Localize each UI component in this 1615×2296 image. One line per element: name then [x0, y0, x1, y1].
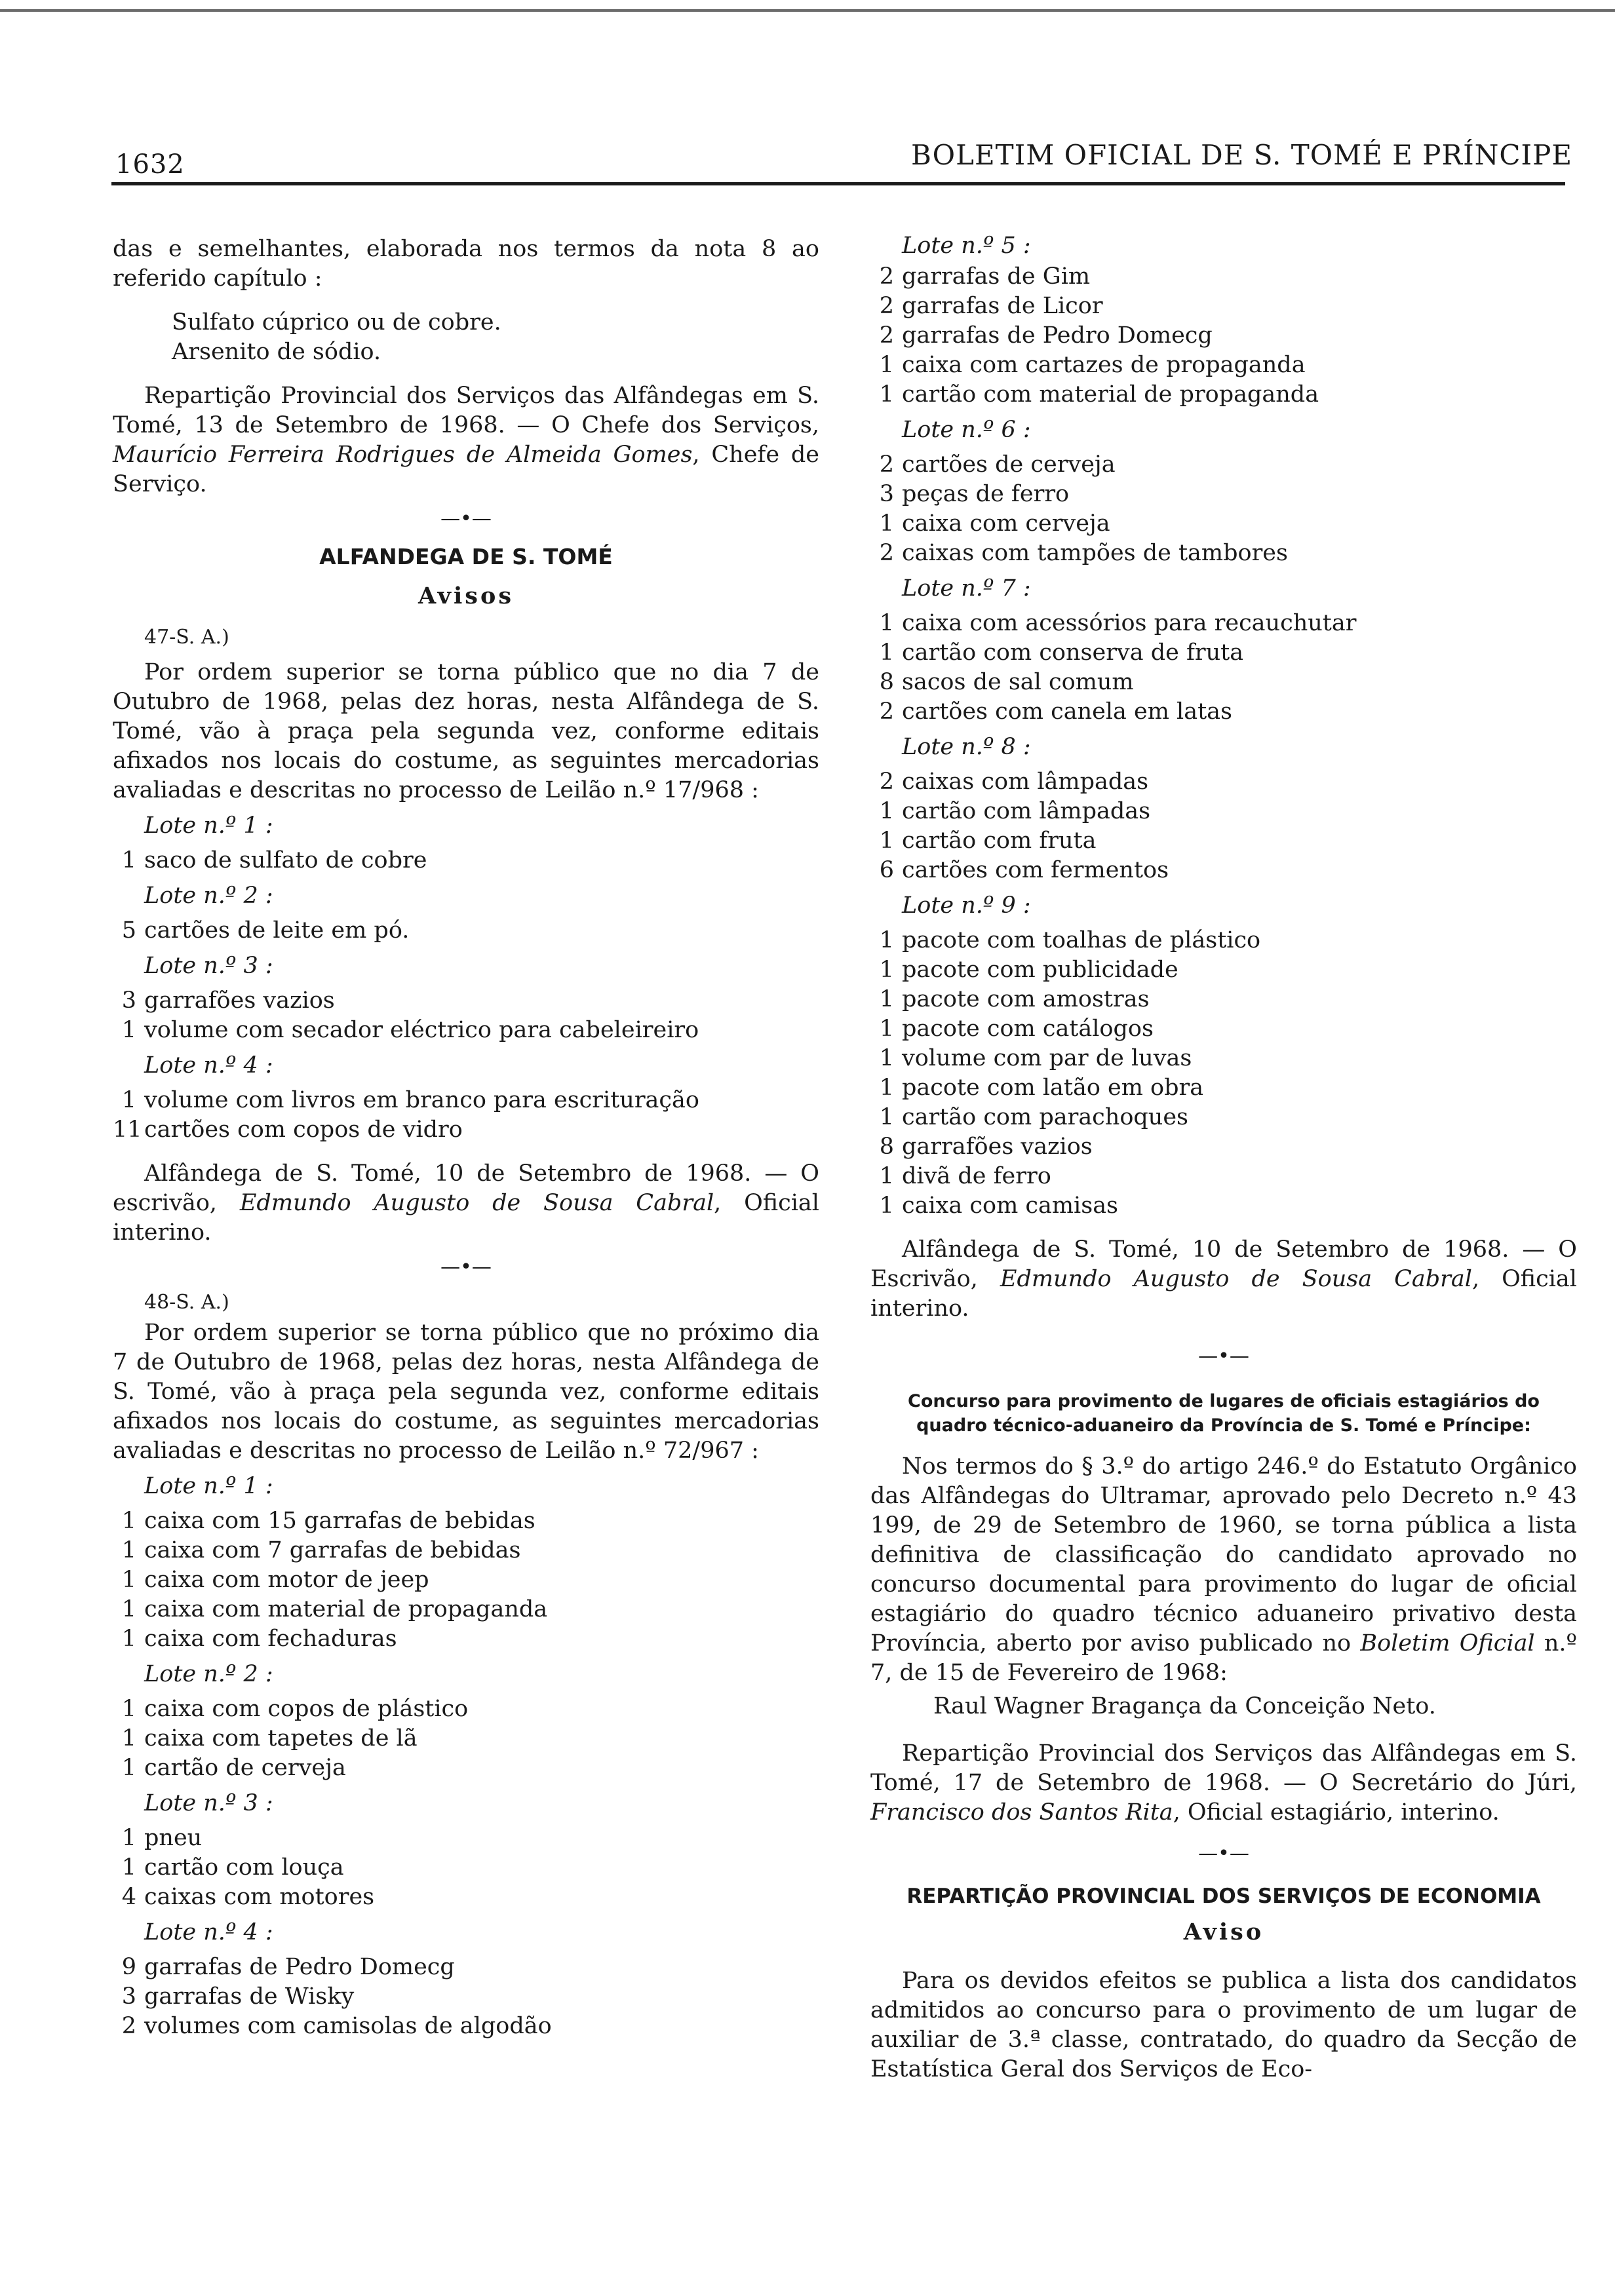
item-desc: cartão com material de propaganda	[902, 381, 1319, 408]
item-desc: caixa com material de propaganda	[144, 1596, 548, 1622]
lot-item	[870, 697, 1577, 727]
item-desc: caixa com 7 garrafas de bebidas	[144, 1537, 521, 1563]
item-desc: volume com livros em branco para escrituração	[144, 1087, 699, 1113]
right-column	[870, 229, 1577, 2084]
item-desc: sacos de sal comum	[902, 669, 1134, 695]
item-qty: 1	[879, 381, 894, 408]
item-desc: volumes com camisolas de algodão	[144, 2013, 552, 2039]
lot-item	[870, 668, 1577, 697]
item-qty: 1	[121, 1017, 136, 1043]
item-desc: caixas com lâmpadas	[902, 769, 1149, 795]
item-desc: caixa com fechaduras	[144, 1626, 397, 1652]
sign-text: Alfândega de S. Tomé, 10 de Setembro de 1968. — O escrivão,	[113, 1160, 819, 1216]
item-desc: cartões de leite em pó.	[144, 917, 410, 944]
lot-item	[113, 846, 819, 875]
item-qty: 1	[879, 1075, 894, 1101]
lot-item	[870, 262, 1577, 292]
lot-item	[113, 916, 819, 946]
separator: —•—	[1198, 1842, 1249, 1865]
item-desc: caixa com cartazes de propaganda	[902, 352, 1306, 378]
item-qty: 1	[879, 986, 894, 1012]
lot-item	[113, 1982, 819, 2012]
item-desc: cartão com fruta	[902, 828, 1097, 854]
item-qty: 2	[879, 322, 894, 349]
lot-label: Lote n.º 8 :	[902, 734, 1031, 760]
item-qty: 2	[879, 540, 894, 566]
lot-item	[870, 539, 1577, 568]
lot-label: Lote n.º 7 :	[902, 575, 1031, 602]
notice-ref: 47-S. A.)	[144, 626, 229, 649]
substance-item: Arsenito de sódio.	[172, 339, 381, 365]
item-qty: 1	[121, 1508, 136, 1534]
item-desc: caixa com acessórios para recauchutar	[902, 610, 1357, 636]
item-qty: 5	[121, 917, 136, 944]
lot-item	[870, 955, 1577, 985]
lot-item	[113, 986, 819, 1016]
item-qty: 1	[879, 510, 894, 537]
rep2-text: Repartição Provincial dos Serviços das Alfândegas em S. Tomé, 17 de Setembro de 1968. — O Secretário do Júri,	[870, 1740, 1577, 1796]
rep-tail: , Chefe de Serviço.	[113, 442, 820, 497]
item-qty: 1	[879, 828, 894, 854]
signature-paragraph	[870, 1235, 1577, 1324]
lot-label: Lote n.º 4 :	[144, 1052, 273, 1079]
item-qty: 1	[121, 847, 136, 873]
item-qty: 1	[121, 1596, 136, 1622]
avisos-heading: Avisos	[418, 583, 515, 609]
item-qty: 2	[879, 263, 894, 290]
item-desc: garrafões vazios	[902, 1134, 1093, 1160]
item-desc: volume com par de luvas	[902, 1045, 1192, 1071]
item-qty: 1	[879, 610, 894, 636]
economia-body: Para os devidos efeitos se publica a lista dos candidatos admitidos ao concurso para o provimento de um lugar de auxiliar de 3.ª classe, contratado, do quadro da Secção de Estatística Geral dos Serviços de Eco-	[870, 1968, 1577, 2082]
lot-item	[870, 292, 1577, 321]
lot-item	[113, 1853, 819, 1883]
item-qty: 1	[121, 1626, 136, 1652]
item-qty: 1	[879, 798, 894, 824]
lot-label: Lote n.º 1 :	[144, 813, 273, 839]
item-qty: 2	[879, 769, 894, 795]
lot-item	[870, 767, 1577, 797]
item-desc: pacote com latão em obra	[902, 1075, 1204, 1101]
item-desc: pacote com publicidade	[902, 957, 1178, 983]
item-qty: 1	[121, 1537, 136, 1563]
item-desc: caixa com copos de plástico	[144, 1696, 469, 1722]
item-qty: 2	[879, 451, 894, 478]
sign-text: Alfândega de S. Tomé, 10 de Setembro de 1968. — O Escrivão,	[870, 1236, 1577, 1292]
lot-item	[113, 1694, 819, 1724]
lot-item	[113, 1753, 819, 1783]
item-desc: pneu	[144, 1825, 203, 1851]
item-desc: garrafas de Gim	[902, 263, 1091, 290]
item-desc: garrafas de Pedro Domecg	[144, 1954, 455, 1980]
lot-item	[870, 1103, 1577, 1132]
item-qty: 1	[879, 957, 894, 983]
item-desc: caixa com camisas	[902, 1193, 1119, 1219]
concurso-title: Concurso para provimento de lugares de oficiais estagiários do quadro técnico-aduaneiro da Província de S. Tomé e Príncipe:	[908, 1391, 1540, 1436]
item-desc: caixa com tapetes de lã	[144, 1725, 418, 1751]
item-desc: caixa com 15 garrafas de bebidas	[144, 1508, 535, 1534]
repartição-paragraph	[113, 381, 819, 499]
rep-signatory: Maurício Ferreira Rodrigues de Almeida Gomes	[113, 442, 693, 468]
lot-item	[870, 1191, 1577, 1221]
lot-item	[870, 926, 1577, 955]
lot-item	[113, 1953, 819, 1982]
lot-item	[870, 1132, 1577, 1162]
lot-item	[113, 1086, 819, 1115]
lot-item	[870, 480, 1577, 509]
item-qty: 2	[879, 293, 894, 319]
lot-item	[870, 985, 1577, 1014]
sign-tail: , Oficial interino.	[113, 1190, 819, 1246]
lot-item	[870, 1044, 1577, 1073]
item-qty: 8	[879, 669, 894, 695]
lot-label: Lote n.º 1 :	[144, 1473, 273, 1499]
lot-item	[870, 450, 1577, 480]
notice-body: Por ordem superior se torna público que no dia 7 de Outubro de 1968, pelas dez horas, nesta Alfândega de S. Tomé, vão à praça pela segunda vez, conforme editais afixados nos locais do costume, as seguintes mercadorias avaliadas e descritas no processo de Leilão n.º 17/968 :	[113, 659, 819, 803]
publication-title: BOLETIM OFICIAL DE S. TOMÉ E PRÍNCIPE	[911, 139, 1573, 171]
item-desc: cartões com fermentos	[902, 857, 1169, 883]
item-desc: cartão com louça	[144, 1854, 344, 1881]
item-qty: 1	[121, 1567, 136, 1593]
lot-label: Lote n.º 3 :	[144, 1790, 273, 1816]
item-qty: 3	[879, 481, 894, 507]
item-qty: 6	[879, 857, 894, 883]
lot-label: Lote n.º 6 :	[902, 417, 1031, 443]
lot-label: Lote n.º 2 :	[144, 1661, 273, 1687]
concurso-body-b: n.º 7, de 15 de Fevereiro de 1968:	[870, 1630, 1578, 1686]
item-qty: 11	[113, 1117, 142, 1143]
item-qty: 1	[879, 640, 894, 666]
item-desc: caixas com motores	[144, 1884, 375, 1910]
item-desc: cartão com parachoques	[902, 1104, 1189, 1130]
repartição-paragraph	[870, 1739, 1577, 1827]
aviso-heading: Aviso	[1183, 1919, 1264, 1945]
notice-body: Por ordem superior se torna público que no próximo dia 7 de Outubro de 1968, pelas dez horas, nesta Alfândega de S. Tomé, vão à praça pela segunda vez, conforme editais afixados nos locais do costume, as seguintes mercadorias avaliadas e descritas no processo de Leilão n.º 72/967 :	[113, 1320, 819, 1464]
lot-label: Lote n.º 9 :	[902, 892, 1031, 919]
intro-paragraph: das e semelhantes, elaborada nos termos da nota 8 ao referido capítulo :	[113, 236, 819, 292]
left-column	[113, 235, 819, 2041]
sign-name: Edmundo Augusto de Sousa Cabral	[239, 1190, 714, 1216]
item-qty: 1	[121, 1755, 136, 1781]
item-desc: saco de sulfato de cobre	[144, 847, 427, 873]
item-desc: volume com secador eléctrico para cabeleireiro	[144, 1017, 699, 1043]
item-qty: 1	[879, 352, 894, 378]
item-qty: 3	[121, 987, 136, 1014]
economia-title: REPARTIÇÃO PROVINCIAL DOS SERVIÇOS DE ECONOMIA	[906, 1885, 1541, 1908]
lot-item	[113, 1115, 819, 1145]
item-qty: 1	[879, 1163, 894, 1189]
lot-item	[113, 1536, 819, 1565]
lot-item	[113, 1624, 819, 1654]
lot-item	[870, 638, 1577, 668]
item-qty: 1	[121, 1825, 136, 1851]
lot-label: Lote n.º 5 :	[902, 233, 1031, 259]
lot-item	[870, 826, 1577, 856]
lot-label: Lote n.º 4 :	[144, 1919, 273, 1945]
lot-item	[113, 1824, 819, 1853]
item-qty: 3	[121, 1983, 136, 2010]
concurso-body-a: Nos termos do § 3.º do artigo 246.º do Estatuto Orgânico das Alfândegas do Ultramar, aprovado pelo Decreto n.º 43 199, de 29 de Setembro de 1960, se torna pública a lista definitiva de classificação do candidato aprovado no concurso documental para provimento do lugar de oficial estagiário do quadro técnico aduaneiro privativo desta Província, aberto por aviso publicado no	[870, 1453, 1577, 1656]
item-desc: garrafas de Licor	[902, 293, 1103, 319]
item-desc: garrafas de Pedro Domecg	[902, 322, 1213, 349]
item-desc: pacote com catálogos	[902, 1016, 1154, 1042]
item-qty: 1	[879, 1193, 894, 1219]
concurso-boletim: Boletim Oficial	[1360, 1630, 1535, 1656]
signature-paragraph	[113, 1159, 819, 1248]
lot-item	[870, 509, 1577, 539]
lot-item	[870, 797, 1577, 826]
item-qty: 2	[879, 698, 894, 725]
lot-item	[113, 1016, 819, 1045]
item-desc: cartão com conserva de fruta	[902, 640, 1244, 666]
item-qty: 8	[879, 1134, 894, 1160]
item-desc: caixa com cerveja	[902, 510, 1110, 537]
lot-item	[870, 856, 1577, 885]
lot-item	[870, 609, 1577, 638]
lot-item	[870, 1073, 1577, 1103]
item-desc: peças de ferro	[902, 481, 1070, 507]
lot-item	[113, 2012, 819, 2041]
rep2-name: Francisco dos Santos Rita	[870, 1799, 1173, 1826]
lot-item	[113, 1724, 819, 1753]
sign-name: Edmundo Augusto de Sousa Cabral	[1000, 1266, 1472, 1292]
separator: —•—	[440, 507, 492, 530]
item-qty: 1	[121, 1725, 136, 1751]
item-qty: 2	[121, 2013, 136, 2039]
candidate-name: Raul Wagner Bragança da Conceição Neto.	[933, 1693, 1436, 1719]
item-desc: divã de ferro	[902, 1163, 1051, 1189]
item-desc: cartões com copos de vidro	[144, 1117, 463, 1143]
header-rule	[111, 182, 1565, 185]
lot-item	[870, 1162, 1577, 1191]
item-qty: 1	[879, 1016, 894, 1042]
rep2-tail: , Oficial estagiário, interino.	[1173, 1799, 1500, 1826]
item-qty: 1	[879, 927, 894, 953]
item-desc: pacote com toalhas de plástico	[902, 927, 1261, 953]
separator: —•—	[1198, 1345, 1249, 1368]
concurso-body	[870, 1452, 1577, 1688]
lot-item	[870, 1014, 1577, 1044]
top-edge-line	[0, 9, 1615, 12]
lot-label: Lote n.º 3 :	[144, 953, 273, 979]
lot-item	[870, 351, 1577, 380]
item-qty: 1	[121, 1696, 136, 1722]
item-desc: caixas com tampões de tambores	[902, 540, 1288, 566]
item-desc: pacote com amostras	[902, 986, 1150, 1012]
item-desc: cartões com canela em latas	[902, 698, 1233, 725]
item-qty: 1	[121, 1087, 136, 1113]
item-qty: 1	[879, 1045, 894, 1071]
substance-item: Sulfato cúprico ou de cobre.	[172, 309, 501, 335]
lot-item	[870, 321, 1577, 351]
item-qty: 1	[121, 1854, 136, 1881]
lot-item	[113, 1565, 819, 1595]
item-desc: garrafões vazios	[144, 987, 335, 1014]
item-qty: 1	[879, 1104, 894, 1130]
lot-item	[113, 1883, 819, 1912]
item-desc: cartão com lâmpadas	[902, 798, 1151, 824]
lot-item	[113, 1595, 819, 1624]
rep-text: Repartição Provincial dos Serviços das Alfândegas em S. Tomé, 13 de Setembro de 1968. — O Chefe dos Serviços,	[113, 383, 819, 438]
page-number: 1632	[115, 149, 185, 180]
item-desc: caixa com motor de jeep	[144, 1567, 429, 1593]
lot-label: Lote n.º 2 :	[144, 883, 273, 909]
item-qty: 4	[121, 1884, 136, 1910]
notice-ref: 48-S. A.)	[144, 1291, 229, 1314]
section-title: ALFANDEGA DE S. TOMÉ	[319, 544, 613, 569]
item-desc: garrafas de Wisky	[144, 1983, 355, 2010]
lot-item	[113, 1506, 819, 1536]
separator: —•—	[440, 1255, 492, 1278]
item-qty: 9	[121, 1954, 136, 1980]
sign-tail: , Oficial interino.	[870, 1266, 1577, 1322]
item-desc: cartões de cerveja	[902, 451, 1116, 478]
item-desc: cartão de cerveja	[144, 1755, 346, 1781]
lot-item	[870, 380, 1577, 410]
